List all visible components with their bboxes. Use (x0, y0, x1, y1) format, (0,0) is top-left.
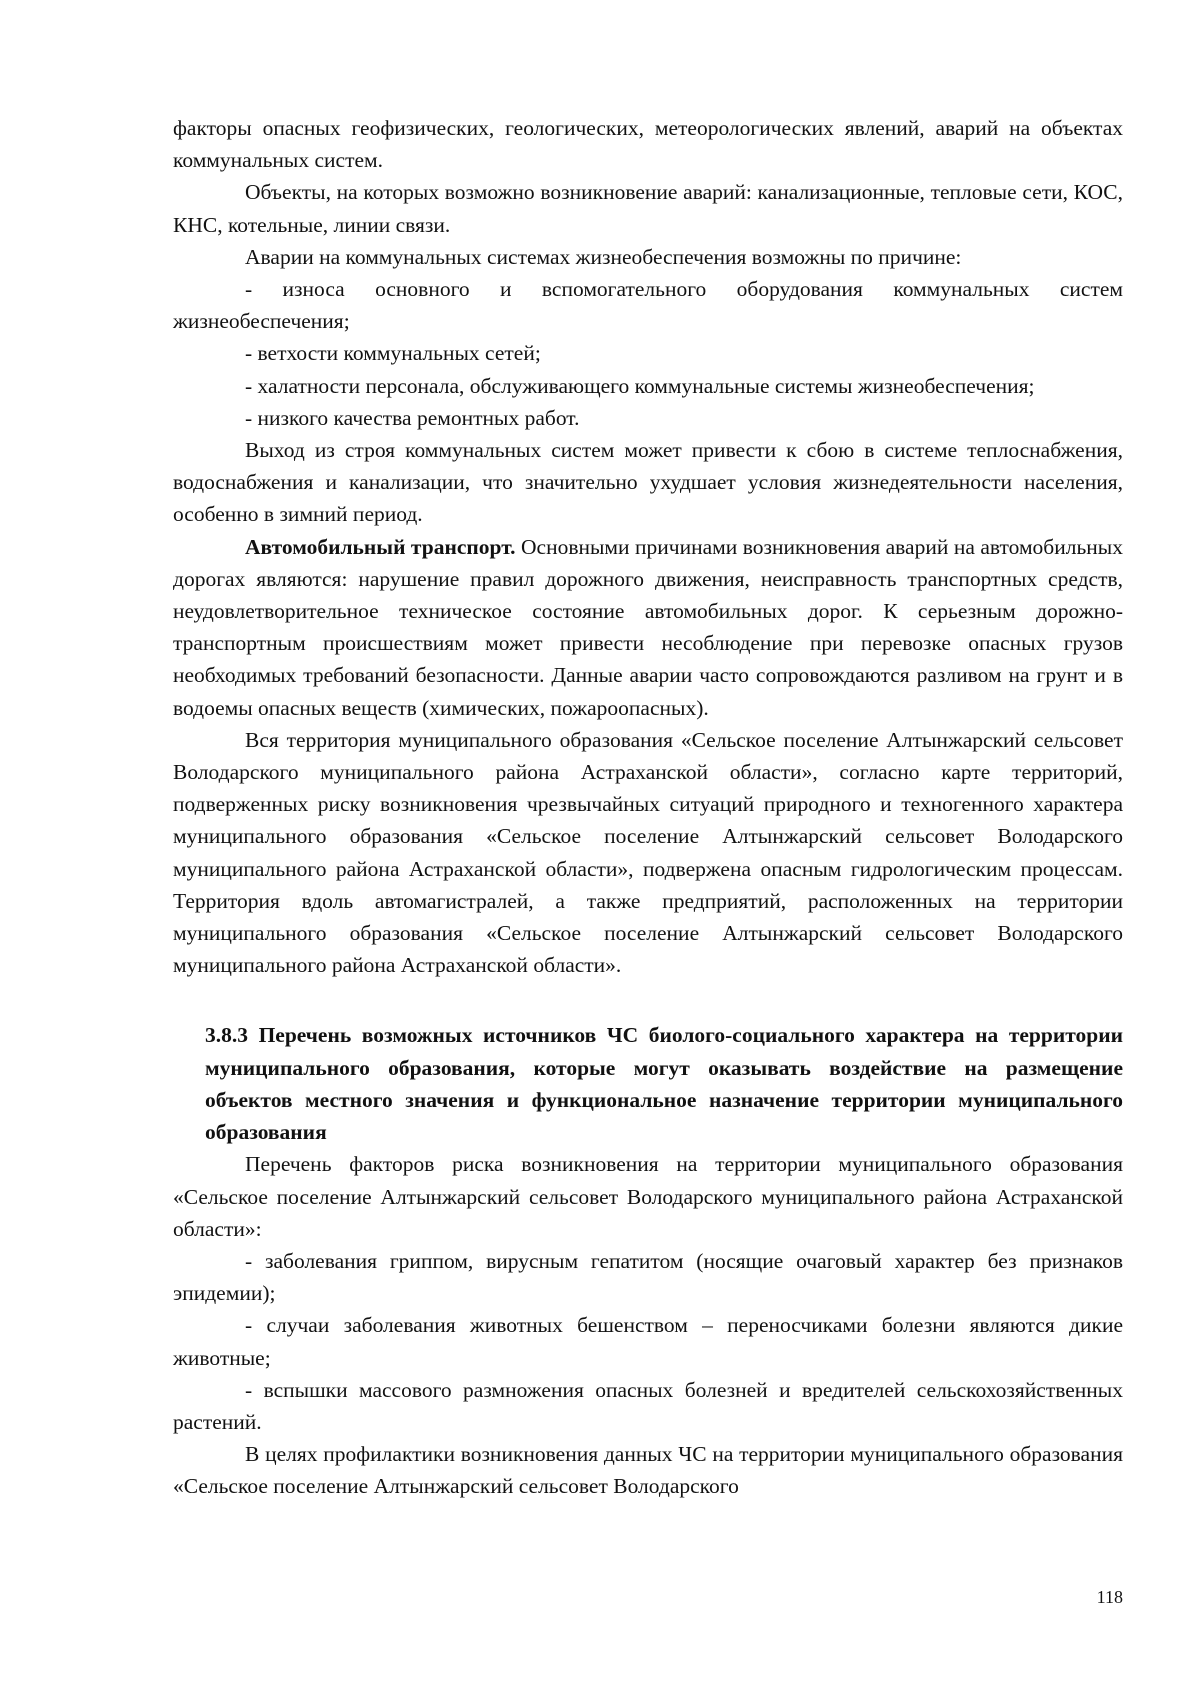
list-item-influenza: - заболевания гриппом, вирусным гепатитом (носящие очаговый характер без признаков эпидемии); (173, 1248, 1123, 1306)
road-transport-lead: Автомобильный транспорт. (245, 534, 516, 559)
paragraph-road-transport (173, 531, 1123, 724)
paragraph-causes-intro: Аварии на коммунальных системах жизнеобеспечения возможны по причине: (245, 244, 962, 269)
road-transport-text: Основными причинами возникновения аварий на автомобильных дорогах являются: нарушение правил дорожного движения, неисправность транспортных средств, неудовлетворительное техническое состояние автомобильных дорог. К серьезным дорожно-транспортным происшествиям может привести несоблюдение при перевозке опасных грузов необходимых требований безопасности. Данные аварии часто сопровождаются разливом на грунт и в водоемы опасных веществ (химических, пожароопасных). (173, 534, 1123, 720)
list-item-dilapidation: - ветхости коммунальных сетей; (245, 341, 541, 366)
list-item-pests: - вспышки массового размножения опасных болезней и вредителей сельскохозяйственных растений. (173, 1377, 1123, 1434)
paragraph-prevention: В целях профилактики возникновения данных ЧС на территории муниципального образования «Сельское поселение Алтынжарский сельсовет Володарского (173, 1442, 1123, 1499)
list-item-negligence: - халатности персонала, обслуживающего коммунальные системы жизнеобеспечения; (245, 373, 1035, 398)
paragraph-territory: Вся территория муниципального образования «Сельское поселение Алтынжарский сельсовет Володарского муниципального района Астраханской области», согласно карте территорий, подверженных риску возникновения чрезвычайных ситуаций природного и техногенного характера муниципального образования «Сельское поселение Алтынжарский сельсовет Володарского муниципального района Астраханской области», подвержена опасным гидрологическим процессам. Территория вдоль автомагистралей, а также предприятий, расположенных на территории муниципального образования «Сельское поселение Алтынжарский сельсовет Володарского муниципального района Астраханской области». (173, 727, 1123, 978)
paragraph-system-failure: Выход из строя коммунальных систем может привести к сбою в системе теплоснабжения, водоснабжения и канализации, что значительно ухудшает условия жизнедеятельности населения, особенно в зимний период. (173, 438, 1123, 527)
document-page (173, 112, 1123, 1503)
page-number: 118 (1096, 1587, 1123, 1607)
list-item-rabies: - случаи заболевания животных бешенством – переносчиками болезни являются дикие животные; (173, 1313, 1123, 1370)
paragraph-risk-factors-intro: Перечень факторов риска возникновения на территории муниципального образования «Сельское поселение Алтынжарский сельсовет Володарского муниципального района Астраханской области»: (173, 1152, 1123, 1241)
paragraph-continuation: факторы опасных геофизических, геологических, метеорологических явлений, аварий на объектах коммунальных систем. (173, 116, 1123, 173)
list-item-repair-quality: - низкого качества ремонтных работ. (245, 405, 580, 430)
paragraph-objects: Объекты, на которых возможно возникновение аварий: канализационные, тепловые сети, КОС, КНС, котельные, линии связи. (173, 180, 1123, 237)
section-heading: 3.8.3 Перечень возможных источников ЧС биолого-социального характера на территории муниципального образования, которые могут оказывать воздействие на размещение объектов местного значения и функциональное назначение территории муниципального образования (205, 1023, 1123, 1145)
list-item-wear: - износа основного и вспомогательного оборудования коммунальных систем жизнеобеспечения; (173, 277, 1123, 334)
